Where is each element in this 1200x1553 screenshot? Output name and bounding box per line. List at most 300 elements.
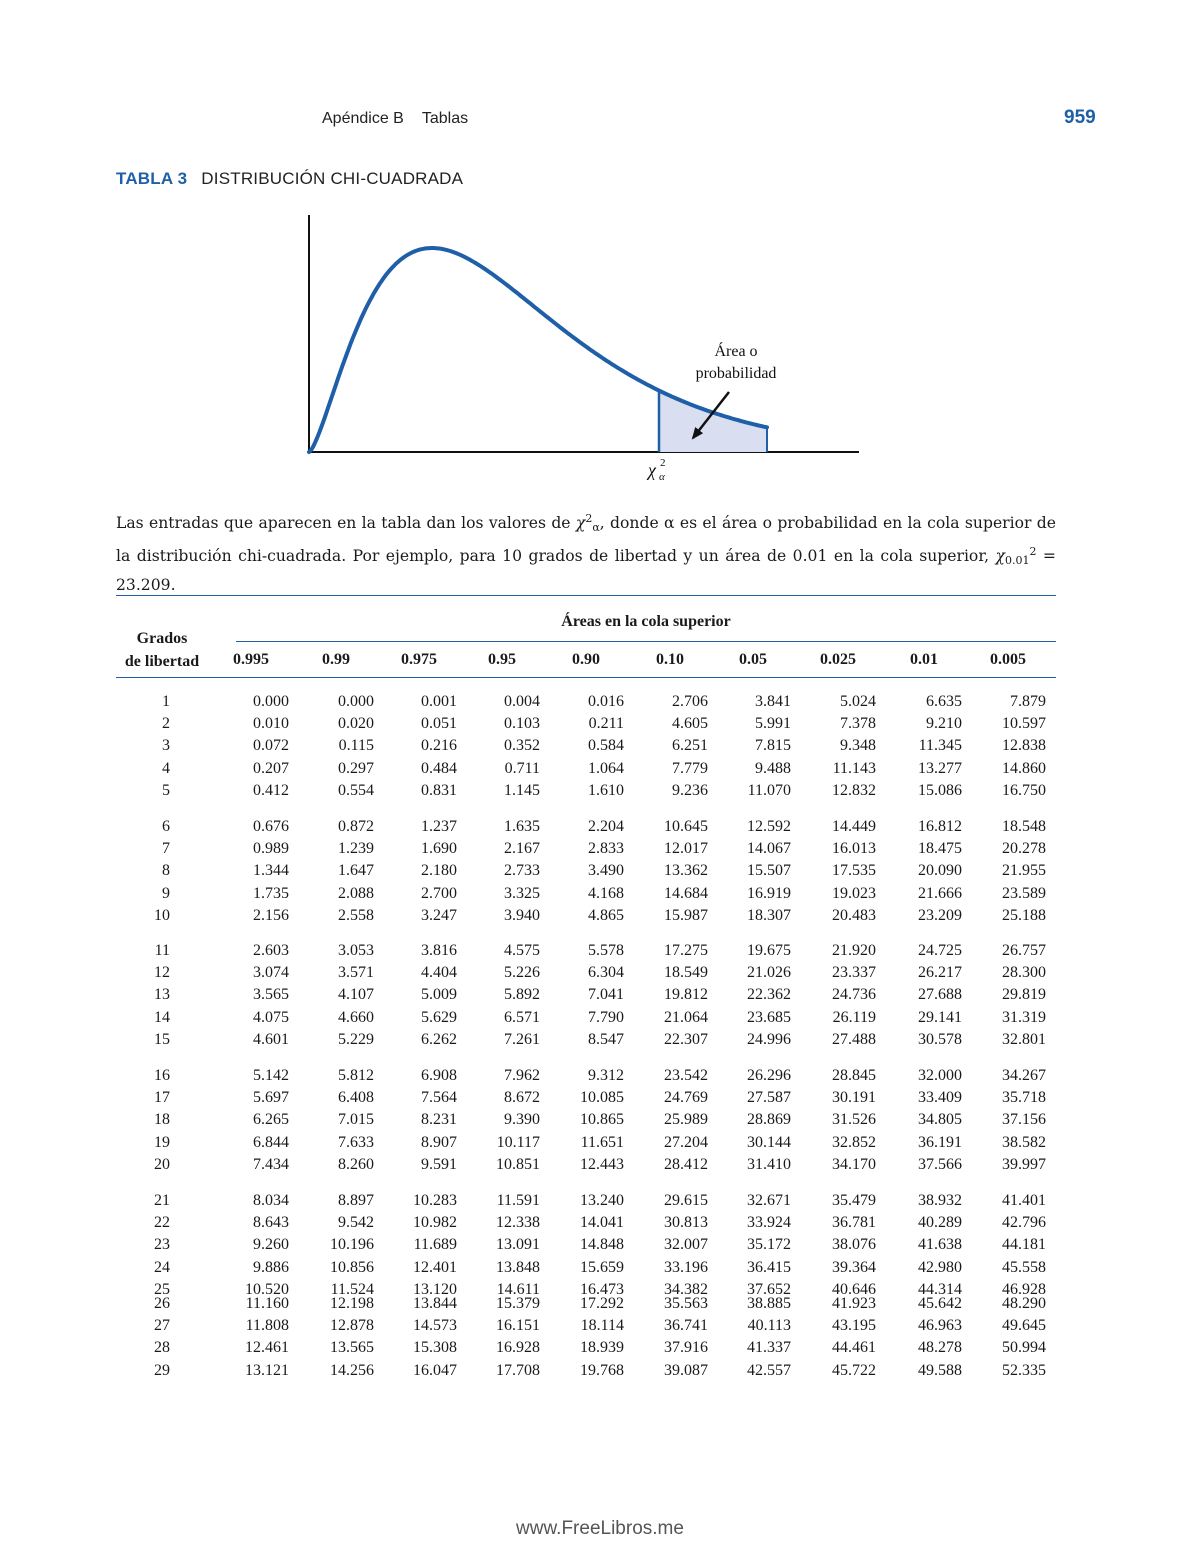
value-cell: 0.004: [504, 693, 540, 710]
value-cell: 18.114: [580, 1317, 624, 1335]
value-cell: 14.848: [580, 1236, 624, 1254]
value-cell: 0.872: [338, 818, 374, 835]
value-cell: 10.856: [330, 1258, 374, 1276]
table-row: [0, 1009, 1200, 1031]
value-cell: 4.575: [504, 942, 540, 959]
value-cell: 3.841: [755, 693, 791, 710]
df-cell: 7: [162, 840, 170, 858]
value-cell: 1.064: [588, 759, 624, 777]
value-cell: 7.041: [588, 986, 624, 1004]
value-cell: 14.573: [413, 1317, 457, 1335]
df-cell: 3: [162, 737, 170, 755]
column-header: 0.10: [656, 651, 684, 668]
value-cell: 6.844: [253, 1133, 289, 1151]
value-cell: 11.651: [580, 1133, 624, 1151]
value-cell: 2.733: [504, 862, 540, 880]
value-cell: 0.207: [253, 759, 289, 777]
table-row: [0, 1192, 1200, 1214]
value-cell: 3.053: [338, 942, 374, 959]
value-cell: 43.195: [832, 1317, 876, 1335]
value-cell: 0.115: [338, 737, 374, 755]
value-cell: 26.119: [832, 1008, 876, 1026]
value-cell: 13.240: [580, 1192, 624, 1209]
value-cell: 14.067: [747, 840, 791, 858]
value-cell: 0.412: [253, 781, 289, 799]
value-cell: 21.026: [747, 964, 791, 982]
table-row: [0, 862, 1200, 884]
value-cell: 31.410: [747, 1155, 791, 1173]
value-cell: 0.016: [588, 693, 624, 710]
df-cell: 12: [154, 964, 170, 982]
value-cell: 2.204: [588, 818, 624, 835]
value-cell: 15.086: [918, 781, 962, 799]
value-cell: 27.587: [747, 1089, 791, 1107]
value-cell: 7.015: [338, 1111, 374, 1129]
value-cell: 7.962: [504, 1067, 540, 1084]
value-cell: 37.916: [664, 1339, 708, 1357]
value-cell: 1.735: [253, 884, 289, 902]
value-cell: 12.461: [245, 1339, 289, 1357]
table-rule-header: [116, 677, 1056, 678]
table-row: [0, 737, 1200, 759]
value-cell: 1.237: [421, 818, 457, 835]
value-cell: 10.117: [496, 1133, 540, 1151]
value-cell: 3.490: [588, 862, 624, 880]
value-cell: 1.647: [338, 862, 374, 880]
value-cell: 46.963: [918, 1317, 962, 1335]
table-row: [0, 1156, 1200, 1178]
value-cell: 20.483: [832, 906, 876, 924]
value-cell: 0.211: [588, 715, 624, 733]
table-row: [0, 907, 1200, 929]
value-cell: 12.838: [1002, 737, 1046, 755]
value-cell: 52.335: [1002, 1361, 1046, 1379]
value-cell: 15.379: [496, 1295, 540, 1312]
value-cell: 0.711: [504, 759, 540, 777]
table-row: [0, 760, 1200, 782]
column-header: 0.025: [820, 651, 856, 668]
df-cell: 10: [154, 906, 170, 924]
value-cell: 30.191: [832, 1089, 876, 1107]
value-cell: 32.000: [918, 1067, 962, 1084]
value-cell: 0.000: [338, 693, 374, 710]
value-cell: 11.143: [832, 759, 876, 777]
value-cell: 16.919: [747, 884, 791, 902]
running-head-section: Tablas: [421, 110, 469, 127]
value-cell: 27.204: [664, 1133, 708, 1151]
df-cell: 4: [162, 759, 170, 777]
value-cell: 1.344: [253, 862, 289, 880]
value-cell: 36.741: [664, 1317, 708, 1335]
value-cell: 25.989: [664, 1111, 708, 1129]
running-head-appendix: Apéndice B: [322, 110, 404, 127]
value-cell: 35.718: [1002, 1089, 1046, 1107]
value-cell: 7.434: [253, 1155, 289, 1173]
value-cell: 13.565: [330, 1339, 374, 1357]
table-row: [0, 1236, 1200, 1258]
value-cell: 30.578: [918, 1030, 962, 1048]
value-cell: 33.409: [918, 1089, 962, 1107]
value-cell: 21.920: [832, 942, 876, 959]
value-cell: 45.722: [832, 1361, 876, 1379]
value-cell: 2.167: [504, 840, 540, 858]
value-cell: 3.816: [421, 942, 457, 959]
value-cell: 6.304: [588, 964, 624, 982]
value-cell: 4.605: [672, 715, 708, 733]
value-cell: 13.844: [413, 1295, 457, 1312]
table-row: [0, 840, 1200, 862]
value-cell: 11.160: [245, 1295, 289, 1312]
value-cell: 19.812: [664, 986, 708, 1004]
value-cell: 29.141: [918, 1008, 962, 1026]
footer-url: www.FreeLibros.me: [516, 1518, 684, 1539]
value-cell: 0.676: [253, 818, 289, 835]
value-cell: 4.601: [253, 1030, 289, 1048]
value-cell: 24.725: [918, 942, 962, 959]
table-row: [0, 1317, 1200, 1339]
value-cell: 41.638: [918, 1236, 962, 1254]
value-cell: 38.076: [832, 1236, 876, 1254]
column-header: 0.99: [322, 651, 350, 668]
value-cell: 17.292: [580, 1295, 624, 1312]
value-cell: 13.091: [496, 1236, 540, 1254]
value-cell: 24.996: [747, 1030, 791, 1048]
value-cell: 3.325: [504, 884, 540, 902]
table-title-label: TABLA 3: [116, 169, 188, 188]
value-cell: 38.885: [747, 1295, 791, 1312]
value-cell: 11.808: [245, 1317, 289, 1335]
value-cell: 12.832: [832, 781, 876, 799]
value-cell: 6.908: [421, 1067, 457, 1084]
value-cell: 31.319: [1002, 1008, 1046, 1026]
value-cell: 15.507: [747, 862, 791, 880]
intro-text-3: = 23.209.: [116, 547, 1056, 594]
value-cell: 9.260: [253, 1236, 289, 1254]
value-cell: 8.547: [588, 1030, 624, 1048]
value-cell: 18.549: [664, 964, 708, 982]
value-cell: 1.239: [338, 840, 374, 858]
value-cell: 8.034: [253, 1192, 289, 1209]
value-cell: 6.408: [338, 1089, 374, 1107]
intro-paragraph: [116, 507, 1056, 597]
value-cell: 15.987: [664, 906, 708, 924]
table-row: [0, 1089, 1200, 1111]
table-row: [0, 1362, 1200, 1384]
value-cell: 32.801: [1002, 1030, 1046, 1048]
value-cell: 4.404: [421, 964, 457, 982]
chi-example-sub: 0.01: [1004, 554, 1030, 567]
value-cell: 0.484: [421, 759, 457, 777]
value-cell: 36.191: [918, 1133, 962, 1151]
value-cell: 40.646: [832, 1280, 876, 1298]
value-cell: 2.706: [672, 693, 708, 710]
areas-header: Áreas en la cola superior: [561, 613, 731, 630]
value-cell: 10.851: [496, 1155, 540, 1173]
column-header: 0.01: [910, 651, 938, 668]
value-cell: 8.260: [338, 1155, 374, 1173]
column-header: 0.995: [233, 651, 269, 668]
value-cell: 11.524: [330, 1280, 374, 1298]
value-cell: 38.932: [918, 1192, 962, 1209]
value-cell: 42.980: [918, 1258, 962, 1276]
intro-text-1: Las entradas que aparecen en la tabla dan los valores de: [116, 514, 576, 532]
value-cell: 8.907: [421, 1133, 457, 1151]
value-cell: 16.013: [832, 840, 876, 858]
value-cell: 13.848: [496, 1258, 540, 1276]
value-cell: 7.261: [504, 1030, 540, 1048]
value-cell: 41.337: [747, 1339, 791, 1357]
df-cell: 6: [162, 818, 170, 835]
value-cell: 12.017: [664, 840, 708, 858]
value-cell: 6.265: [253, 1111, 289, 1129]
table-row: [0, 885, 1200, 907]
value-cell: 6.635: [926, 693, 962, 710]
value-cell: 19.768: [580, 1361, 624, 1379]
value-cell: 3.940: [504, 906, 540, 924]
table-row: [0, 782, 1200, 804]
value-cell: 27.688: [918, 986, 962, 1004]
value-cell: 29.615: [664, 1192, 708, 1209]
value-cell: 5.229: [338, 1030, 374, 1048]
value-cell: 16.928: [496, 1339, 540, 1357]
value-cell: 0.554: [338, 781, 374, 799]
value-cell: 0.352: [504, 737, 540, 755]
value-cell: 10.645: [664, 818, 708, 835]
value-cell: 7.790: [588, 1008, 624, 1026]
value-cell: 0.297: [338, 759, 374, 777]
value-cell: 2.088: [338, 884, 374, 902]
column-header: 0.90: [572, 651, 600, 668]
value-cell: 0.010: [253, 715, 289, 733]
value-cell: 46.928: [1002, 1280, 1046, 1298]
chi-example-symbol: χ: [995, 547, 1005, 565]
value-cell: 16.750: [1002, 781, 1046, 799]
df-cell: 9: [162, 884, 170, 902]
value-cell: 11.070: [747, 781, 791, 799]
value-cell: 8.672: [504, 1089, 540, 1107]
value-cell: 5.697: [253, 1089, 289, 1107]
value-cell: 14.256: [330, 1361, 374, 1379]
value-cell: 34.170: [832, 1155, 876, 1173]
value-cell: 40.113: [747, 1317, 791, 1335]
value-cell: 39.087: [664, 1361, 708, 1379]
value-cell: 23.542: [664, 1067, 708, 1084]
value-cell: 28.845: [832, 1067, 876, 1084]
df-cell: 5: [162, 781, 170, 799]
df-cell: 14: [154, 1008, 170, 1026]
intro-text-2: , donde α es el área o probabilidad en la cola superior de la distribución chi-cuadrada. Por ejemplo, para 10 grados de libertad y un área de 0.01 en la cola superior,: [116, 514, 1056, 565]
critical-value-label-sub: α: [659, 471, 665, 483]
df-cell: 21: [154, 1192, 170, 1209]
value-cell: 4.075: [253, 1008, 289, 1026]
value-cell: 32.671: [747, 1192, 791, 1209]
df-cell: 29: [154, 1361, 170, 1379]
value-cell: 5.024: [840, 693, 876, 710]
value-cell: 15.659: [580, 1258, 624, 1276]
value-cell: 21.666: [918, 884, 962, 902]
value-cell: 7.815: [755, 737, 791, 755]
value-cell: 7.633: [338, 1133, 374, 1151]
value-cell: 9.348: [840, 737, 876, 755]
value-cell: 4.168: [588, 884, 624, 902]
value-cell: 23.337: [832, 964, 876, 982]
df-cell: 27: [154, 1317, 170, 1335]
df-cell: 15: [154, 1030, 170, 1048]
value-cell: 19.675: [747, 942, 791, 959]
value-cell: 13.362: [664, 862, 708, 880]
value-cell: 4.107: [338, 986, 374, 1004]
value-cell: 0.051: [421, 715, 457, 733]
value-cell: 34.805: [918, 1111, 962, 1129]
value-cell: 7.378: [840, 715, 876, 733]
value-cell: 20.090: [918, 862, 962, 880]
value-cell: 13.277: [918, 759, 962, 777]
column-header: 0.95: [488, 651, 516, 668]
df-cell: 19: [154, 1133, 170, 1151]
value-cell: 48.278: [918, 1339, 962, 1357]
value-cell: 42.796: [1002, 1214, 1046, 1232]
value-cell: 11.591: [496, 1192, 540, 1209]
value-cell: 8.897: [338, 1192, 374, 1209]
value-cell: 34.267: [1002, 1067, 1046, 1084]
value-cell: 30.813: [664, 1214, 708, 1232]
value-cell: 12.401: [413, 1258, 457, 1276]
value-cell: 6.262: [421, 1030, 457, 1048]
df-cell: 17: [154, 1089, 170, 1107]
df-cell: 26: [154, 1295, 170, 1312]
value-cell: 18.939: [580, 1339, 624, 1357]
value-cell: 23.685: [747, 1008, 791, 1026]
value-cell: 32.852: [832, 1133, 876, 1151]
column-header: 0.975: [401, 651, 437, 668]
value-cell: 9.886: [253, 1258, 289, 1276]
value-cell: 17.535: [832, 862, 876, 880]
value-cell: 2.603: [253, 942, 289, 959]
value-cell: 49.588: [918, 1361, 962, 1379]
df-cell: 16: [154, 1067, 170, 1084]
value-cell: 9.210: [926, 715, 962, 733]
df-cell: 8: [162, 862, 170, 880]
value-cell: 7.564: [421, 1089, 457, 1107]
value-cell: 0.072: [253, 737, 289, 755]
value-cell: 14.449: [832, 818, 876, 835]
chi-alpha-sub: α: [592, 521, 600, 534]
value-cell: 44.314: [918, 1280, 962, 1298]
value-cell: 38.582: [1002, 1133, 1046, 1151]
value-cell: 28.300: [1002, 964, 1046, 982]
value-cell: 21.955: [1002, 862, 1046, 880]
value-cell: 26.296: [747, 1067, 791, 1084]
value-cell: 34.382: [664, 1280, 708, 1298]
value-cell: 1.635: [504, 818, 540, 835]
value-cell: 44.181: [1002, 1236, 1046, 1254]
value-cell: 13.121: [245, 1361, 289, 1379]
value-cell: 3.565: [253, 986, 289, 1004]
table-row: [0, 986, 1200, 1008]
value-cell: 2.833: [588, 840, 624, 858]
df-header: [116, 627, 208, 673]
value-cell: 13.120: [413, 1280, 457, 1298]
value-cell: 5.991: [755, 715, 791, 733]
value-cell: 4.660: [338, 1008, 374, 1026]
value-cell: 17.275: [664, 942, 708, 959]
value-cell: 30.144: [747, 1133, 791, 1151]
value-cell: 14.860: [1002, 759, 1046, 777]
value-cell: 0.831: [421, 781, 457, 799]
value-cell: 10.865: [580, 1111, 624, 1129]
value-cell: 23.589: [1002, 884, 1046, 902]
table-row: [0, 693, 1200, 715]
value-cell: 12.878: [330, 1317, 374, 1335]
value-cell: 36.415: [747, 1258, 791, 1276]
value-cell: 10.982: [413, 1214, 457, 1232]
value-cell: 9.390: [504, 1111, 540, 1129]
annotation-label-line1: Área o: [714, 343, 758, 360]
value-cell: 22.307: [664, 1030, 708, 1048]
value-cell: 5.009: [421, 986, 457, 1004]
value-cell: 2.180: [421, 862, 457, 880]
value-cell: 19.023: [832, 884, 876, 902]
value-cell: 31.526: [832, 1111, 876, 1129]
value-cell: 10.085: [580, 1089, 624, 1107]
value-cell: 25.188: [1002, 906, 1046, 924]
value-cell: 3.571: [338, 964, 374, 982]
value-cell: 42.557: [747, 1361, 791, 1379]
value-cell: 16.812: [918, 818, 962, 835]
value-cell: 5.892: [504, 986, 540, 1004]
value-cell: 1.145: [504, 781, 540, 799]
df-cell: 13: [154, 986, 170, 1004]
table-row: [0, 1339, 1200, 1361]
value-cell: 44.461: [832, 1339, 876, 1357]
df-cell: 24: [154, 1258, 170, 1276]
value-cell: 10.196: [330, 1236, 374, 1254]
value-cell: 10.597: [1002, 715, 1046, 733]
critical-value-label-sup: 2: [660, 457, 666, 469]
value-cell: 5.812: [338, 1067, 374, 1084]
value-cell: 14.684: [664, 884, 708, 902]
value-cell: 37.156: [1002, 1111, 1046, 1129]
value-cell: 50.994: [1002, 1339, 1046, 1357]
value-cell: 36.781: [832, 1214, 876, 1232]
chi-example-sup: 2: [1029, 545, 1037, 558]
table-row: [0, 964, 1200, 986]
df-cell: 23: [154, 1236, 170, 1254]
value-cell: 39.997: [1002, 1155, 1046, 1173]
value-cell: 27.488: [832, 1030, 876, 1048]
value-cell: 3.074: [253, 964, 289, 982]
value-cell: 14.041: [580, 1214, 624, 1232]
df-cell: 2: [162, 715, 170, 733]
value-cell: 0.103: [504, 715, 540, 733]
value-cell: 33.924: [747, 1214, 791, 1232]
table-rule-subheader: [236, 641, 1056, 642]
chi-alpha-sup: 2: [585, 512, 593, 525]
annotation-label-line2: probabilidad: [695, 365, 777, 382]
value-cell: 33.196: [664, 1258, 708, 1276]
value-cell: 5.226: [504, 964, 540, 982]
column-header: 0.05: [739, 651, 767, 668]
value-cell: 12.338: [496, 1214, 540, 1232]
value-cell: 10.520: [245, 1280, 289, 1298]
value-cell: 11.689: [413, 1236, 457, 1254]
value-cell: 35.479: [832, 1192, 876, 1209]
value-cell: 28.869: [747, 1111, 791, 1129]
value-cell: 39.364: [832, 1258, 876, 1276]
df-cell: 18: [154, 1111, 170, 1129]
value-cell: 22.362: [747, 986, 791, 1004]
value-cell: 6.571: [504, 1008, 540, 1026]
